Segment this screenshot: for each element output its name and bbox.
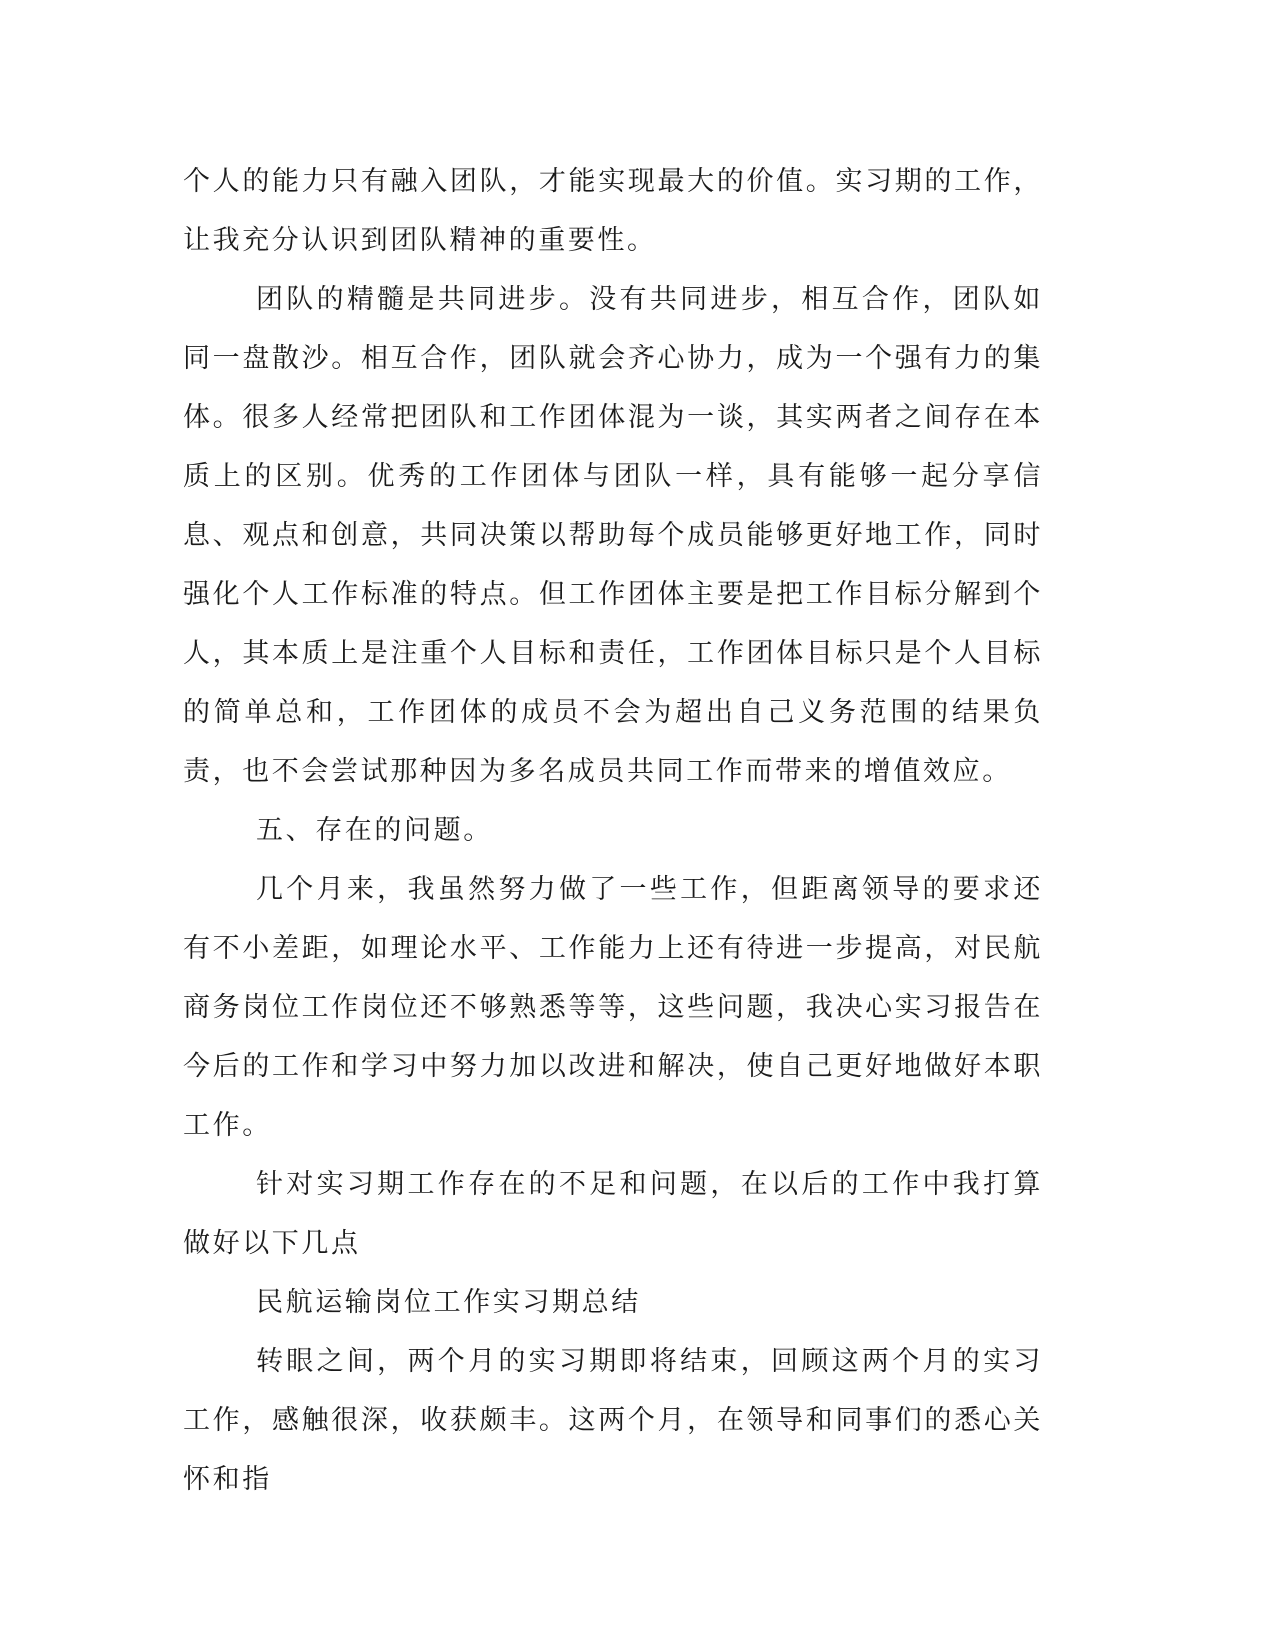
paragraph-plans: 针对实习期工作存在的不足和问题，在以后的工作中我打算做好以下几点	[183, 1169, 1043, 1259]
document-body	[183, 152, 1043, 1509]
paragraph-team-value: 个人的能力只有融入团队，才能实现最大的价值。实习期的工作，让我充分认识到团队精神的重要性。	[183, 166, 1043, 256]
section-title-summary: 民航运输岗位工作实习期总结	[256, 1287, 641, 1318]
paragraph-team-essence: 团队的精髓是共同进步。没有共同进步，相互合作，团队如同一盘散沙。相互合作，团队就会齐心协力，成为一个强有力的集体。很多人经常把团队和工作团体混为一谈，其实两者之间存在本质上的区别。优秀的工作团体与团队一样，具有能够一起分享信息、观点和创意，共同决策以帮助每个成员能够更好地工作，同时强化个人工作标准的特点。但工作团体主要是把工作目标分解到个人，其本质上是注重个人目标和责任，工作团体目标只是个人目标的简单总和，工作团体的成员不会为超出自己义务范围的结果负责，也不会尝试那种因为多名成员共同工作而带来的增值效应。	[183, 284, 1043, 787]
paragraph-problems: 几个月来，我虽然努力做了一些工作，但距离领导的要求还有不小差距，如理论水平、工作能力上还有待进一步提高，对民航商务岗位工作岗位还不够熟悉等等，这些问题，我决心实习报告在今后的工作和学习中努力加以改进和解决，使自己更好地做好本职工作。	[183, 874, 1043, 1141]
paragraph-summary-intro: 转眼之间，两个月的实习期即将结束，回顾这两个月的实习工作，感触很深，收获颇丰。这两个月，在领导和同事们的悉心关怀和指	[183, 1346, 1043, 1495]
section-heading-problems: 五、存在的问题。	[256, 815, 493, 846]
